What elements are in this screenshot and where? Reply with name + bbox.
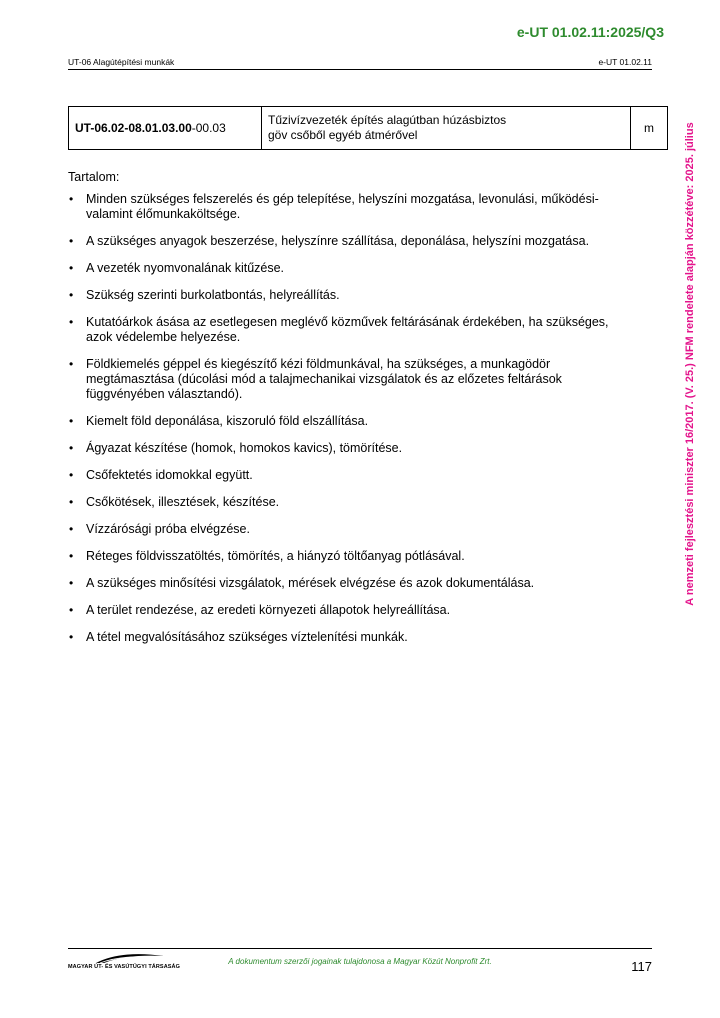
content-label: Tartalom:	[68, 170, 120, 184]
bullet-icon: •	[69, 468, 74, 482]
content-list	[68, 192, 638, 657]
item-code-main: UT-06.02-08.01.03.00	[75, 121, 192, 135]
bullet-icon: •	[69, 576, 74, 590]
list-item-text: Szükség szerinti burkolatbontás, helyreállítás.	[86, 288, 340, 302]
footer-copyright: A dokumentum szerzői jogainak tulajdonosa a Magyar Közút Nonprofit Zrt.	[228, 957, 492, 966]
list-item-text: Csőfektetés idomokkal együtt.	[86, 468, 253, 482]
item-description-line-2: göv csőből egyéb átmérővel	[268, 128, 418, 142]
bullet-icon: •	[69, 549, 74, 563]
list-item-text: A szükséges minősítési vizsgálatok, mérések elvégzése és azok dokumentálása.	[86, 576, 535, 590]
side-publication-note: A nemzeti fejlesztési miniszter 16/2017. (V. 25.) NFM rendelete alapján közzétéve: 2025. július	[684, 122, 696, 606]
running-header	[68, 57, 652, 70]
bullet-icon: •	[69, 495, 74, 509]
list-item-text: Kiemelt föld deponálása, kiszoruló föld elszállítása.	[86, 414, 369, 428]
list-item	[68, 522, 638, 537]
footer-divider	[68, 948, 652, 949]
bullet-icon: •	[69, 441, 74, 455]
list-item	[68, 603, 638, 618]
list-item-text: Földkiemelés géppel és kiegészítő kézi földmunkával, ha szükséges, a munkagödör megtámasztása (dúcolási mód a talajmechanikai vizsgálatok és az előzetes feltárások függvényében választandó).	[86, 357, 562, 401]
bullet-icon: •	[69, 522, 74, 536]
list-item-text: A tétel megvalósításához szükséges víztelenítési munkák.	[86, 630, 408, 644]
list-item	[68, 234, 638, 249]
item-row	[69, 107, 668, 150]
item-code-cell	[69, 107, 262, 150]
list-item	[68, 549, 638, 564]
list-item	[68, 630, 638, 645]
list-item-text: Ágyazat készítése (homok, homokos kavics), tömörítése.	[86, 441, 403, 455]
list-item	[68, 441, 638, 456]
bullet-icon: •	[69, 414, 74, 428]
list-item-text: A vezeték nyomvonalának kitűzése.	[86, 261, 285, 275]
list-item	[68, 495, 638, 510]
running-header-title: UT-06 Alagútépítési munkák	[68, 57, 175, 67]
list-item-text: Réteges földvisszatöltés, tömörítés, a hiányzó töltőanyag pótlásával.	[86, 549, 465, 563]
footer-logo-text: MAGYAR ÚT- ÉS VASÚTÜGYI TÁRSASÁG	[68, 964, 180, 970]
list-item	[68, 261, 638, 276]
list-item-text: Vízzárósági próba elvégzése.	[86, 522, 250, 536]
bullet-icon: •	[69, 315, 74, 329]
list-item-text: Minden szükséges felszerelés és gép telepítése, helyszíni mozgatása, levonulási, működési- valamint élőmunkaköltsége.	[86, 192, 599, 221]
list-item	[68, 414, 638, 429]
bullet-icon: •	[69, 234, 74, 248]
bullet-icon: •	[69, 357, 74, 371]
list-item-text: Kutatóárkok ásása az esetlegesen meglévő közművek feltárásának érdekében, ha szükséges, azok védelembe helyezése.	[86, 315, 609, 344]
bullet-icon: •	[69, 630, 74, 644]
bullet-icon: •	[69, 261, 74, 275]
bullet-icon: •	[69, 288, 74, 302]
item-table	[68, 106, 668, 150]
list-item-text: A terület rendezése, az eredeti környezeti állapotok helyreállítása.	[86, 603, 451, 617]
list-item-text: A szükséges anyagok beszerzése, helyszínre szállítása, deponálása, helyszíni mozgatása.	[86, 234, 590, 248]
list-item	[68, 468, 638, 483]
item-code-suffix: -00.03	[191, 121, 226, 135]
item-unit-cell: m	[631, 107, 668, 150]
item-description-cell	[262, 107, 631, 150]
list-item	[68, 576, 638, 591]
list-item	[68, 192, 638, 222]
bullet-icon: •	[69, 603, 74, 617]
document-code: e-UT 01.02.11:2025/Q3	[516, 24, 664, 40]
bullet-icon: •	[69, 192, 74, 206]
list-item-text: Csőkötések, illesztések, készítése.	[86, 495, 280, 509]
list-item	[68, 357, 638, 402]
list-item	[68, 315, 638, 345]
running-header-code: e-UT 01.02.11	[598, 57, 652, 67]
page-number: 117	[631, 959, 652, 974]
item-description-line-1: Tűzivízvezeték építés alagútban húzásbiztos	[268, 113, 507, 127]
list-item	[68, 288, 638, 303]
